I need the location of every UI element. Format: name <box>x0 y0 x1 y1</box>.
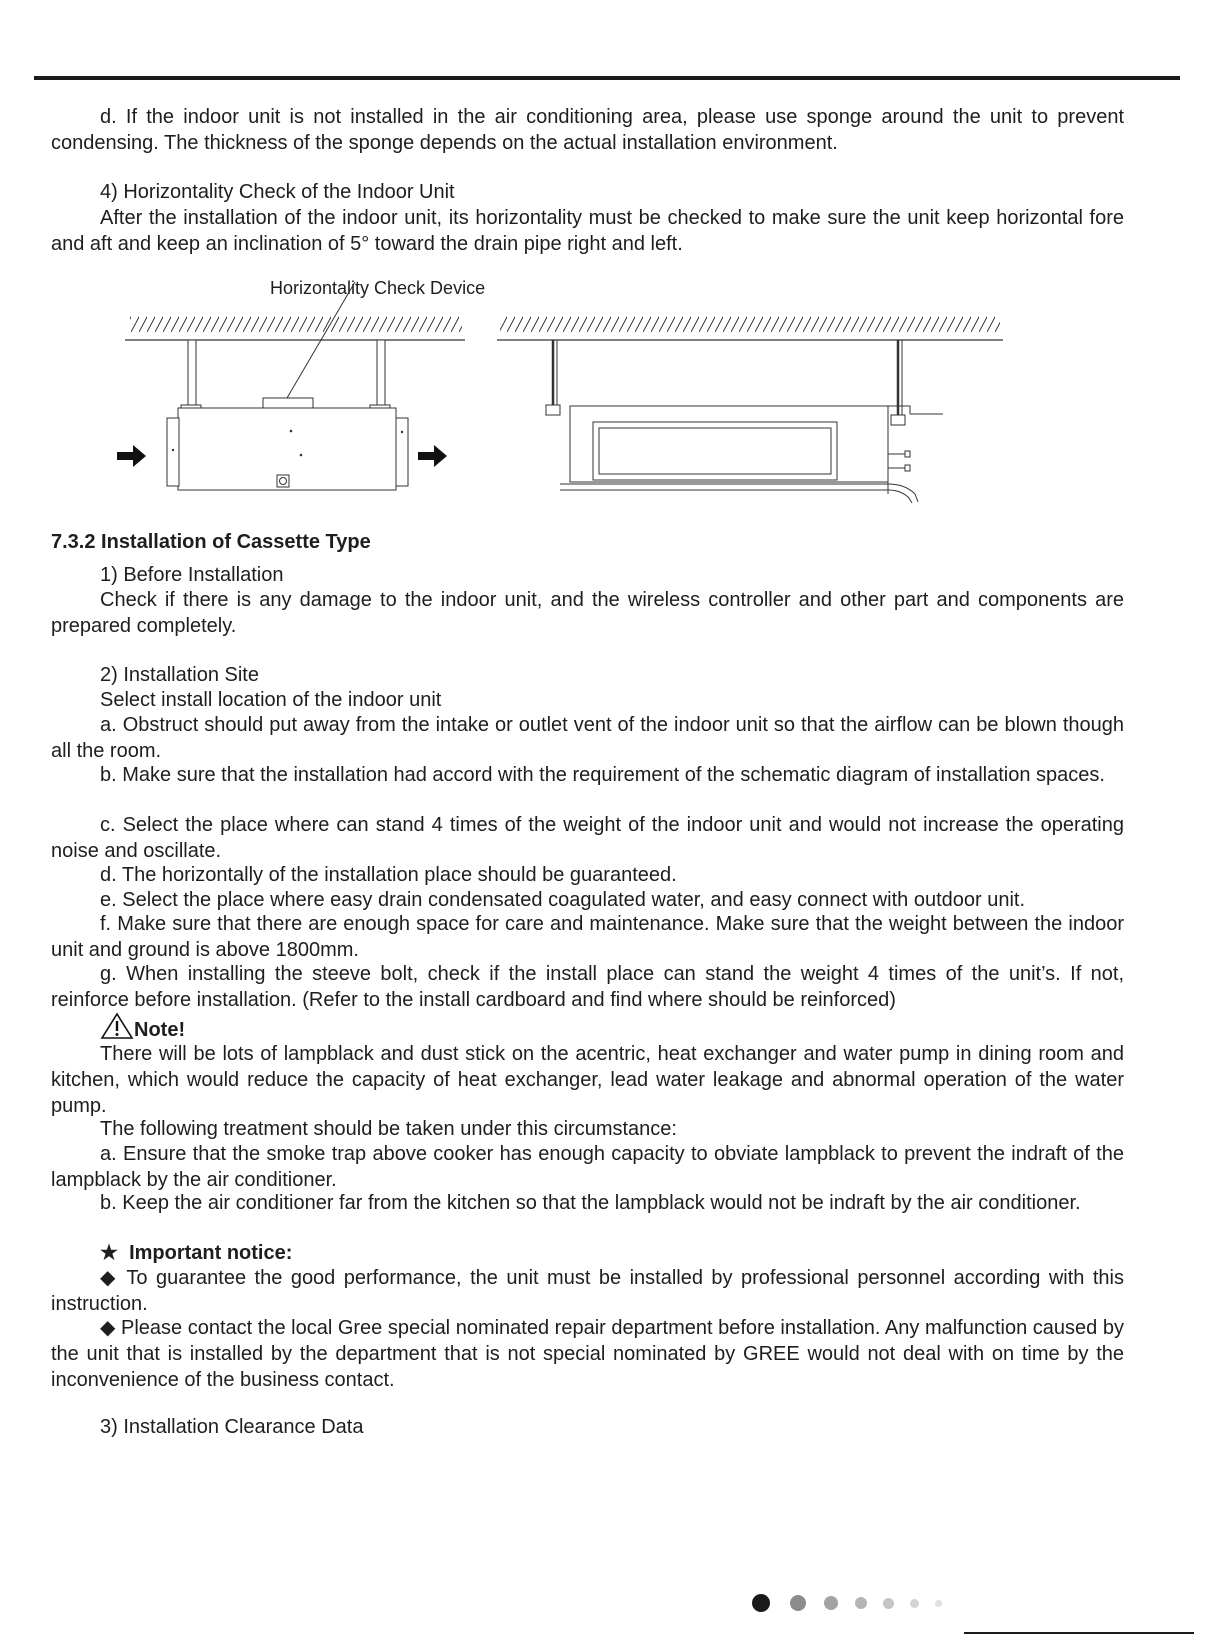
diamond-bullet-icon: ◆ <box>100 1317 116 1339</box>
paragraph-d: d. If the indoor unit is not installed in the air conditioning area, please use sponge around the unit to prevent condensing. The thickness of the sponge depends on the actual installation environment. <box>51 106 1124 154</box>
notice-item-text: Please contact the local Gree special nominated repair department before installation. Any malfunction caused by the unit that is installed by the department that is not special nominated by GREE would not deal with on time by the inconvenience of the business contact. <box>51 1317 1124 1391</box>
airflow-out-arrow-icon <box>418 445 447 467</box>
notice-item-2 <box>51 1315 1124 1393</box>
heading-before-installation: 1) Before Installation <box>100 564 284 586</box>
paragraph-horizontality: After the installation of the indoor unit, its horizontality must be checked to make sure the unit keep horizontal fore and aft and keep an inclination of 5° toward the drain pipe right and left. <box>51 207 1124 255</box>
heading-clearance-data: 3) Installation Clearance Data <box>100 1416 364 1438</box>
site-item-d: d. The horizontally of the installation place should be guaranteed. <box>100 864 677 886</box>
side-view-diagram <box>497 310 1003 503</box>
dot <box>883 1598 894 1609</box>
dot <box>824 1596 838 1610</box>
note-heading <box>51 1012 1173 1043</box>
paragraph-before-installation: Check if there is any damage to the indoor unit, and the wireless controller and other part and components are prepared completely. <box>51 589 1124 637</box>
dot <box>855 1597 867 1609</box>
footer-rule <box>964 1632 1194 1634</box>
airflow-in-arrow-icon <box>117 445 146 467</box>
front-view-diagram <box>117 310 465 490</box>
treatment-b: b. Keep the air conditioner far from the kitchen so that the lampblack would not be indraft by the air conditioner. <box>100 1192 1081 1214</box>
site-item-b: b. Make sure that the installation had accord with the requirement of the schematic diagram of installation spaces. <box>100 764 1105 786</box>
site-item-a: a. Obstruct should put away from the intake or outlet vent of the indoor unit so that the airflow can be blown though all the room. <box>51 714 1124 762</box>
site-item-c: c. Select the place where can stand 4 times of the weight of the indoor unit and would not increase the operating noise and oscillate. <box>51 814 1124 862</box>
header-rule <box>34 76 1180 80</box>
warning-triangle-icon <box>100 1012 134 1040</box>
heading-installation-site: 2) Installation Site <box>100 664 259 686</box>
site-item-g: g. When installing the steeve bolt, check if the install place can stand the weight 4 times of the unit’s. If not, reinforce before installation. (Refer to the install cardboard and find where should be reinforced) <box>51 963 1124 1011</box>
important-notice-heading <box>51 1240 1173 1266</box>
section-title-cassette: 7.3.2 Installation of Cassette Type <box>51 531 371 553</box>
site-item-f: f. Make sure that there are enough space for care and maintenance. Make sure that the weight between the indoor unit and ground is above 1800mm. <box>51 913 1124 961</box>
site-intro: Select install location of the indoor unit <box>100 689 442 711</box>
treatment-intro: The following treatment should be taken under this circumstance: <box>100 1118 677 1140</box>
important-notice-title: Important notice: <box>129 1242 293 1264</box>
notice-item-1 <box>51 1265 1124 1317</box>
notice-item-text: To guarantee the good performance, the unit must be installed by professional personnel according with this instruction. <box>51 1267 1124 1315</box>
dot <box>935 1600 942 1607</box>
dot <box>752 1594 770 1612</box>
section-heading-horizontality: 4) Horizontality Check of the Indoor Unit <box>100 181 455 203</box>
note-body: There will be lots of lampblack and dust stick on the acentric, heat exchanger and water pump in dining room and kitchen, which would reduce the capacity of heat exchanger, lead water leakage and abnormal operation of the water pump. <box>51 1043 1124 1117</box>
star-icon: ★ <box>100 1242 118 1264</box>
dot <box>910 1599 919 1608</box>
treatment-a: a. Ensure that the smoke trap above cooker has enough capacity to obviate lampblack to prevent the indraft of the lampblack by the air conditioner. <box>51 1143 1124 1191</box>
diamond-bullet-icon: ◆ <box>100 1267 119 1289</box>
figure-label: Horizontality Check Device <box>270 278 486 298</box>
dot <box>790 1595 806 1611</box>
site-item-e: e. Select the place where easy drain condensated coagulated water, and easy connect with outdoor unit. <box>100 889 1026 911</box>
note-label: Note! <box>134 1019 186 1041</box>
horizontality-figure <box>115 272 1065 534</box>
